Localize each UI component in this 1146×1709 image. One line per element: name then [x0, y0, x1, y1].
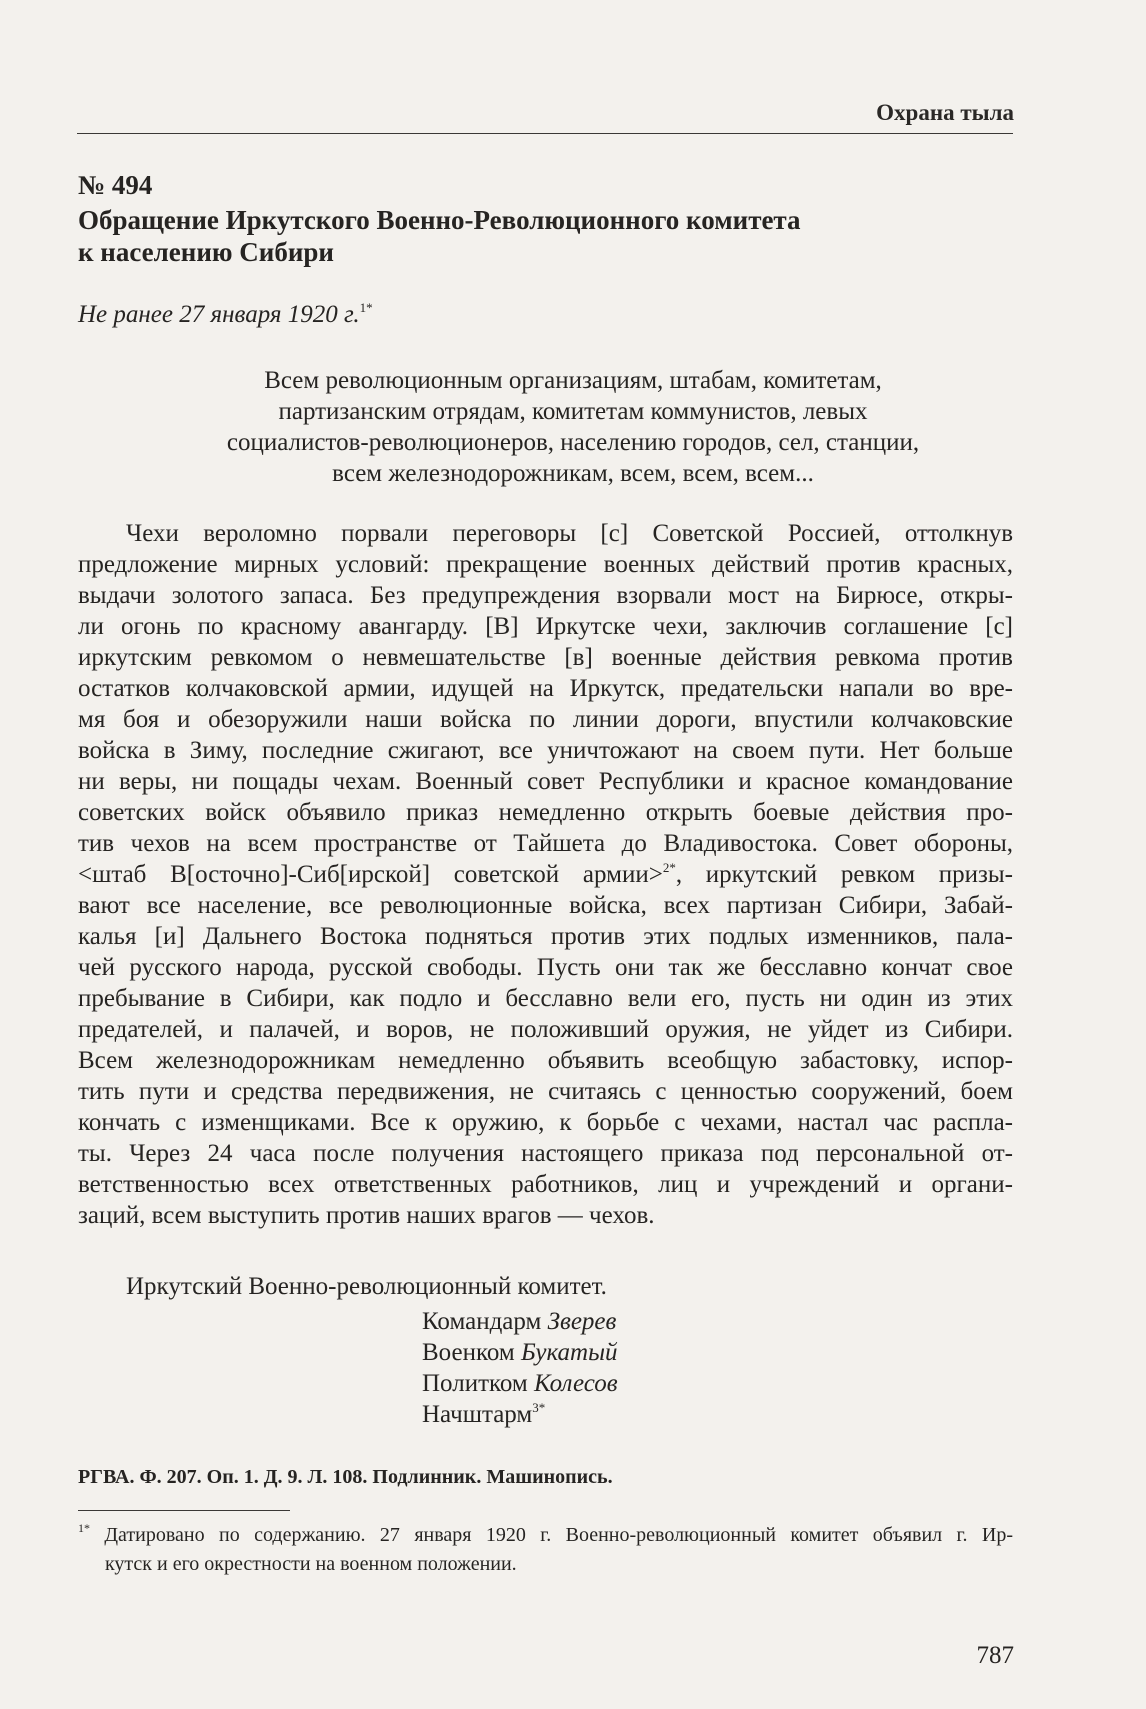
signature-line [422, 1399, 618, 1430]
document-title [78, 204, 978, 268]
header-rule [77, 133, 1013, 134]
document-number: № 494 [78, 170, 153, 200]
body-line: Чехи вероломно порвали переговоры [с] Советской Россией, оттолкнув [126, 520, 1013, 547]
body-line: ветственностью всех ответственных работников, лиц и учреждений и органи- [78, 1171, 1013, 1198]
body-line: тить пути и средства передвижения, не считаясь с ценностью сооружений, боем [78, 1078, 1013, 1105]
body-line: кончать с изменщиками. Все к оружию, к борьбе с чехами, настал час распла- [78, 1109, 1013, 1136]
body-line: тив чехов на всем пространстве от Тайшета до Владивостока. Совет обороны, [78, 830, 1013, 857]
signature-title: Политком [422, 1370, 528, 1397]
body-line-part: , иркутский ревком призы- [675, 861, 1013, 888]
signature-title: Начштарм [422, 1401, 533, 1428]
signature-line [422, 1306, 618, 1337]
body-line: выдачи золотого запаса. Без предупреждения взорвали мост на Бирюсе, откры- [78, 582, 1013, 609]
footnote-mark: 1* [359, 300, 373, 315]
date-text: Не ранее 27 января 1920 г. [78, 301, 360, 328]
signature-name: Колесов [533, 1370, 618, 1397]
document-date [78, 300, 373, 329]
signing-organization: Иркутский Военно-революционный комитет. [126, 1273, 607, 1300]
body-line: калья [и] Дальнего Востока подняться против этих подлых изменников, пала- [78, 923, 1013, 950]
body-line: чей русского народа, русской свободы. Пусть они так же бесславно кончат свое [78, 954, 1013, 981]
address-line: партизанским отрядам, комитетам коммунистов, левых [278, 398, 868, 425]
footnote-text: Датировано по содержанию. 27 января 1920 г. Военно-революционный комитет объявил г. Ир- [104, 1524, 1013, 1546]
body-line: пребывание в Сибири, как подло и бесславно вели его, пусть ни один из этих [78, 985, 1013, 1012]
signature-title: Командарм [422, 1308, 542, 1335]
signature-name: Букатый [520, 1339, 618, 1366]
address-block [0, 365, 1146, 489]
footnote-rule [78, 1510, 290, 1511]
body-line: Всем железнодорожникам немедленно объявить всеобщую забастовку, испор- [78, 1047, 1013, 1074]
body-line: остатков колчаковской армии, идущей на Иркутск, предательски напали во вре- [78, 675, 1013, 702]
footnote-mark: 2* [662, 860, 676, 875]
body-line: иркутским ревкомом о невмешательстве [в] военные действия ревкома против [78, 644, 1013, 671]
archive-reference: РГВА. Ф. 207. Оп. 1. Д. 9. Л. 108. Подлинник. Машинопись. [78, 1466, 613, 1488]
body-line: ли огонь по красному авангарду. [В] Иркутске чехи, заключив соглашение [с] [78, 613, 1013, 640]
body-line-part: <штаб В[осточно]-Сиб[ирской] советской армии> [78, 861, 663, 888]
body-line: советских войск объявило приказ немедленно открыть боевые действия про- [78, 799, 1013, 826]
body-line: ни веры, ни пощады чехам. Военный совет Республики и красное командование [78, 768, 1013, 795]
body-line: мя боя и обезоружили наши войска по линии дороги, впустили колчаковские [78, 706, 1013, 733]
address-line: всем железнодорожникам, всем, всем, всем... [332, 460, 814, 487]
body-line: вают все население, все революционные войска, всех партизан Сибири, Забай- [78, 892, 1013, 919]
body-line: войска в Зиму, последние сжигают, все уничтожают на своем пути. Нет больше [78, 737, 1013, 764]
body-text [78, 518, 1013, 1231]
signature-line [422, 1368, 618, 1399]
title-line: Обращение Иркутского Военно-Революционного комитета [78, 205, 801, 235]
footnote-line [78, 1521, 1013, 1550]
body-line: ты. Через 24 часа после получения настоящего приказа под персональной от- [78, 1140, 1013, 1167]
signature-title: Военком [422, 1339, 515, 1366]
footnote [78, 1521, 1013, 1579]
signature-name: Зверев [547, 1308, 617, 1335]
footnote-mark: 1* [78, 1521, 90, 1535]
title-line: к населению Сибири [78, 237, 334, 267]
body-line-with-note [78, 859, 1013, 890]
running-head: Охрана тыла [876, 100, 1014, 125]
address-line: социалистов-революционеров, населению городов, сел, станции, [226, 429, 920, 456]
address-line: Всем революционным организациям, штабам, комитетам, [264, 367, 882, 394]
body-line: заций, всем выступить против наших врагов — чехов. [78, 1202, 655, 1229]
body-line: предложение мирных условий: прекращение военных действий против красных, [78, 551, 1013, 578]
signature-block [422, 1306, 618, 1430]
footnote-mark: 3* [532, 1400, 546, 1415]
body-line: предателей, и палачей, и воров, не положивший оружия, не уйдет из Сибири. [78, 1016, 1013, 1043]
signature-line [422, 1337, 618, 1368]
footnote-line: кутск и его окрестности на военном положении. [105, 1553, 517, 1575]
page-number: 787 [976, 1642, 1014, 1669]
